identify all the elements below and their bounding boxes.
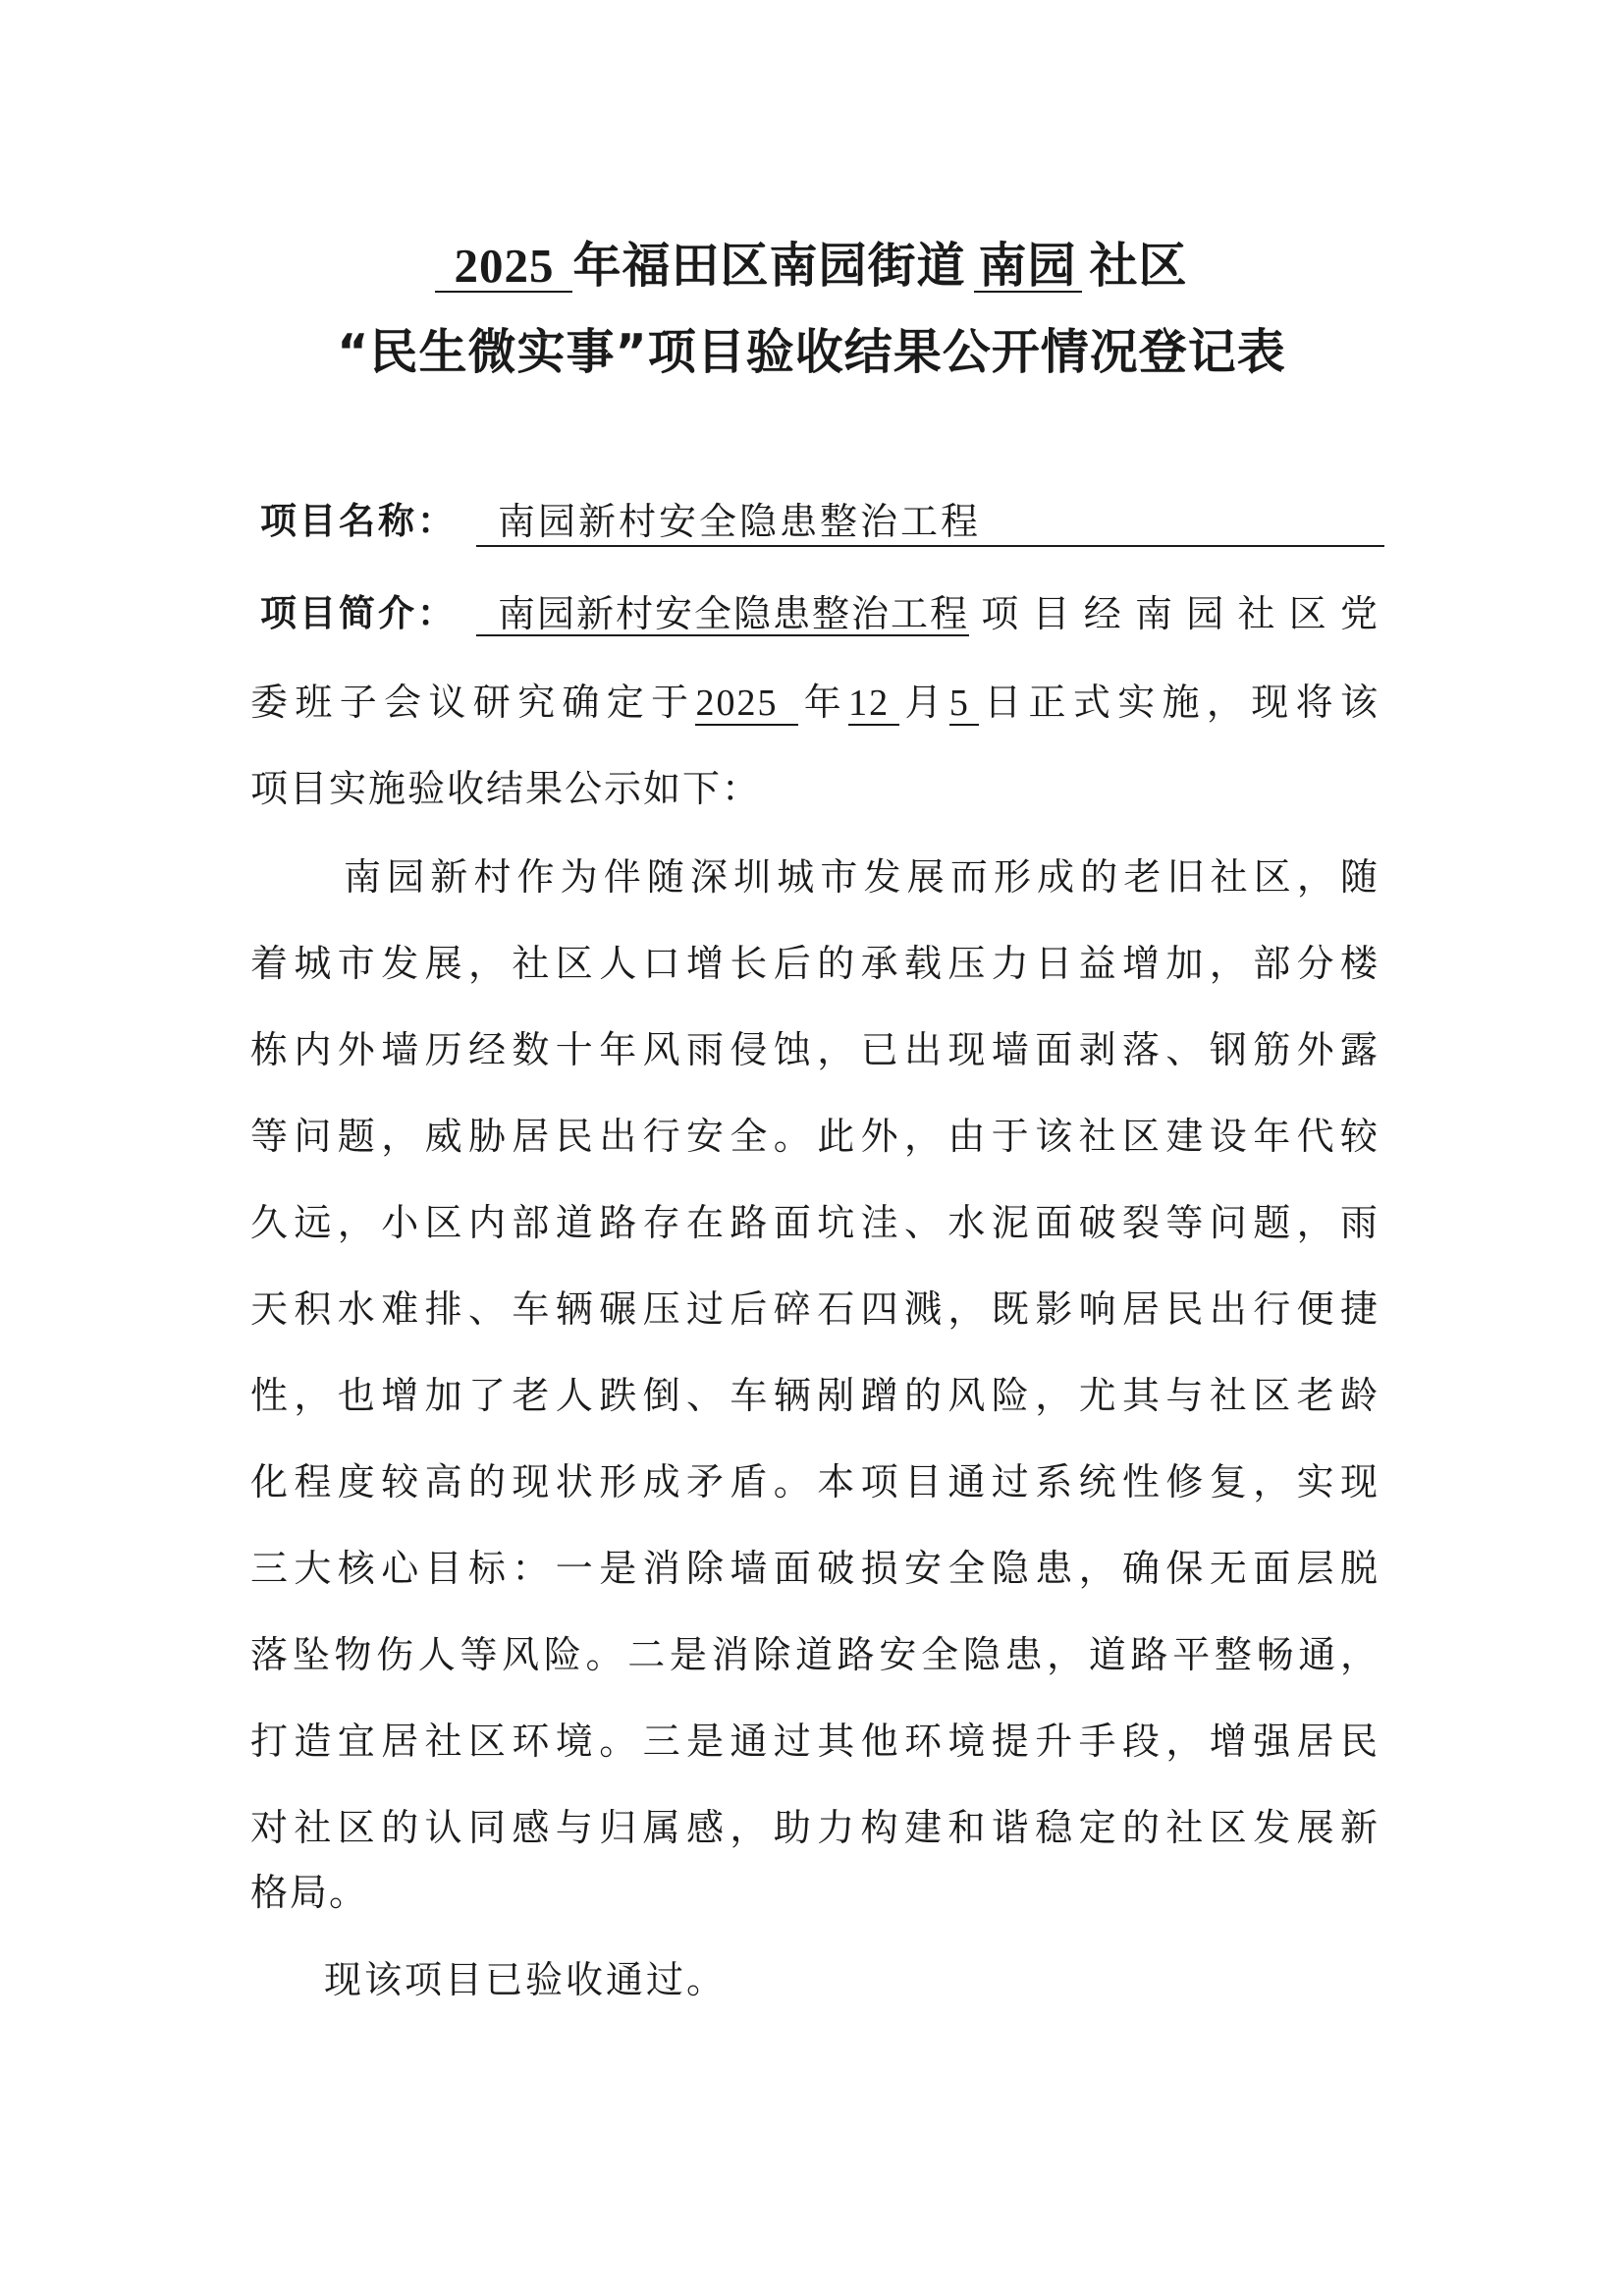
body-line-13: 格局。	[250, 1871, 369, 1914]
intro-line-1	[476, 583, 1380, 637]
acceptance-statement: 现该项目已验收通过。	[324, 1958, 728, 2001]
project-name-label: 项目名称：	[260, 500, 457, 542]
body-line-1: 南园新村作为伴随深圳城市发展而形成的老旧社区，随	[344, 855, 1380, 899]
body-line-4: 等问题，威胁居民出行安全。此外，由于该社区建设年代较	[250, 1115, 1380, 1158]
intro-text-d: 日正式实施，现将该	[978, 681, 1380, 724]
intro-text-a: 委班子会议研究确定于	[250, 681, 696, 724]
intro-year: 2025	[695, 684, 798, 726]
body-line-10: 落坠物伤人等风险。二是消除道路安全隐患，道路平整畅通，	[250, 1633, 1380, 1676]
body-line-11: 打造宜居社区环境。三是通过其他环境提升手段，增强居民	[250, 1720, 1380, 1763]
intro-line-3: 项目实施验收结果公示如下：	[250, 767, 762, 810]
project-intro-label: 项目简介：	[260, 592, 457, 634]
document-title-line2: “民生微实事”项目验收结果公开情况登记表	[337, 324, 1286, 380]
intro-line-2	[250, 672, 1380, 726]
intro-line1-rest: 项目经南园社区党	[969, 592, 1380, 635]
body-line-5: 久远，小区内部道路存在路面坑洼、水泥面破裂等问题，雨	[250, 1201, 1380, 1244]
title-district: 年福田区南园街道	[572, 238, 966, 294]
title-community: 南园	[974, 241, 1082, 293]
body-line-12: 对社区的认同感与归属感，助力构建和谐稳定的社区发展新	[250, 1806, 1380, 1849]
body-line-7: 性，也增加了老人跌倒、车辆剐蹭的风险，尤其与社区老龄	[250, 1374, 1380, 1417]
intro-text-b: 年	[798, 681, 849, 724]
document-title-line1	[0, 228, 1623, 297]
intro-month: 12	[848, 684, 899, 726]
body-line-2: 着城市发展，社区人口增长后的承载压力日益增加，部分楼	[250, 942, 1380, 985]
body-line-6: 天积水难排、车辆碾压过后碎石四溅，既影响居民出行便捷	[250, 1287, 1380, 1331]
title-year: 2025	[435, 241, 572, 293]
intro-project-name: 南园新村安全隐患整治工程	[476, 595, 969, 636]
project-name-value: 南园新村安全隐患整治工程	[476, 491, 1384, 547]
body-line-8: 化程度较高的现状形成矛盾。本项目通过系统性修复，实现	[250, 1460, 1380, 1503]
title-community-suffix: 社区	[1089, 238, 1188, 294]
intro-text-c: 月	[899, 681, 949, 724]
body-line-9: 三大核心目标：一是消除墙面破损安全隐患，确保无面层脱	[250, 1547, 1380, 1590]
body-line-3: 栋内外墙历经数十年风雨侵蚀，已出现墙面剥落、钢筋外露	[250, 1028, 1380, 1071]
intro-day: 5	[949, 684, 979, 726]
